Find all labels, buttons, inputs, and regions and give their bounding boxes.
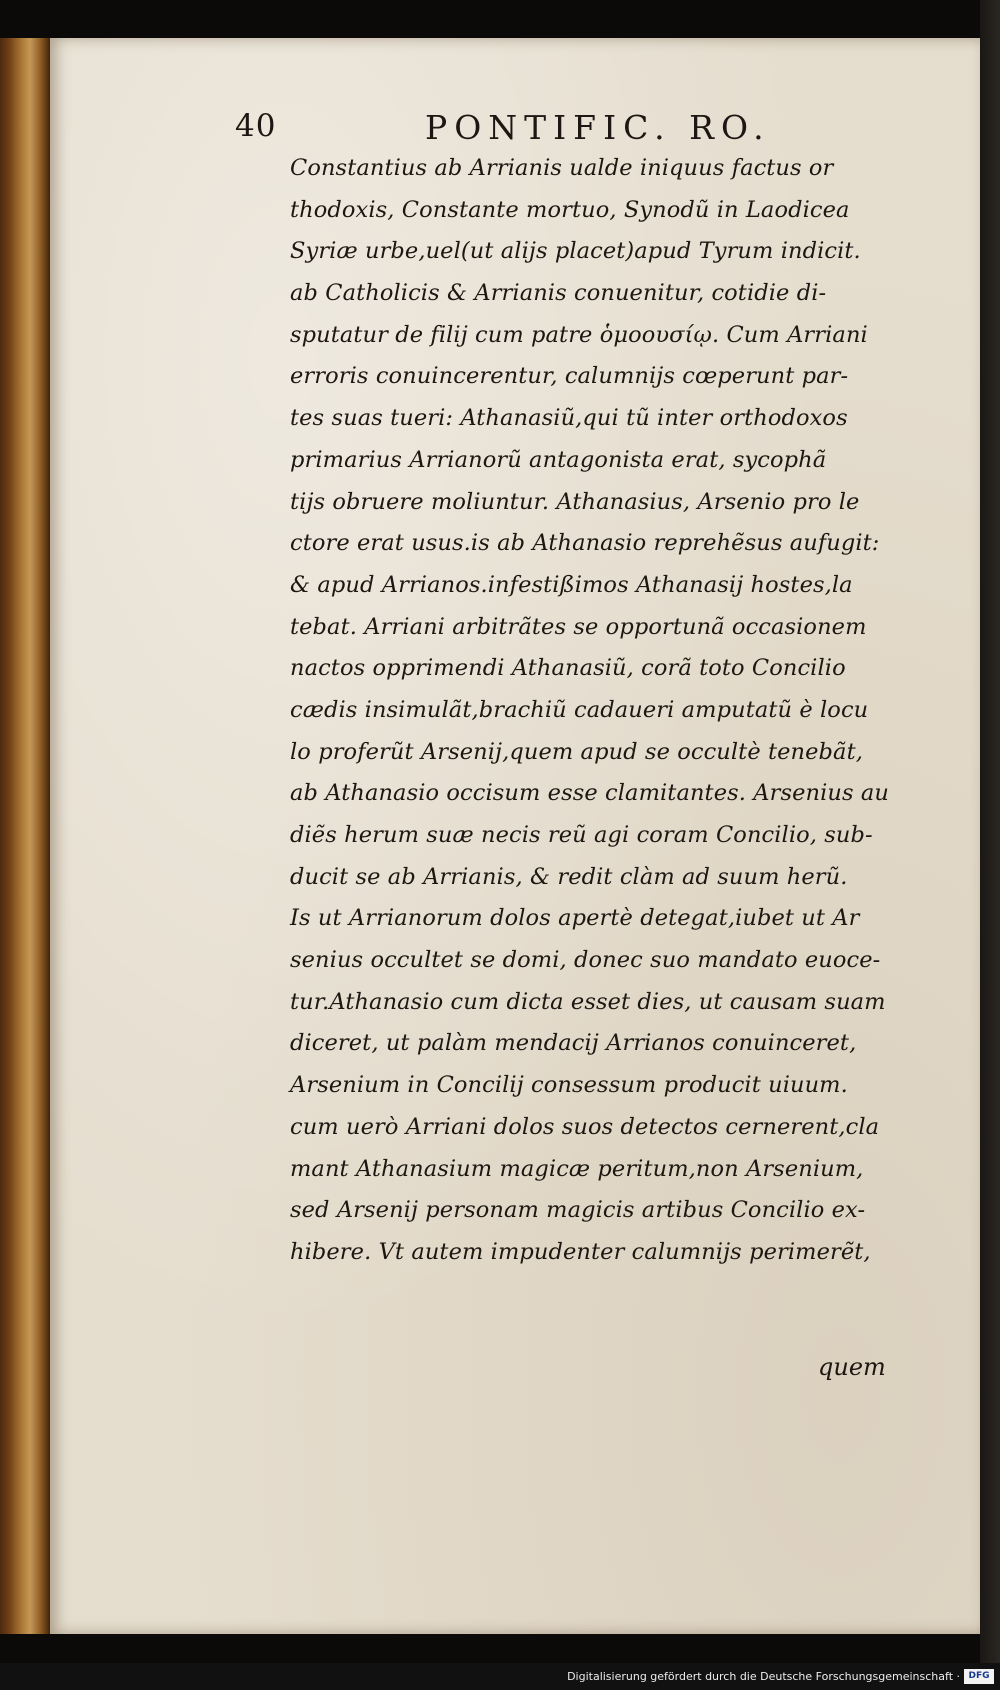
funding-credit: Digitalisierung gefördert durch die Deutsche Forschungsgemeinschaft · bbox=[567, 1670, 960, 1683]
text-line: primarius Arrianorũ antagonista erat, sycophã bbox=[290, 446, 827, 473]
dfg-logo-icon: DFG bbox=[964, 1669, 994, 1684]
page-number: 40 bbox=[235, 108, 277, 144]
text-line: diẽs herum suæ necis reũ agi coram Concilio, sub- bbox=[290, 822, 873, 848]
text-line: tes suas tueri: Athanasiũ,qui tũ inter orthodoxos bbox=[290, 405, 848, 432]
text-line: Arsenium in Concilij consessum producit uiuum. bbox=[290, 1072, 848, 1099]
text-line: cædis insimulãt,brachiũ cadaueri amputatũ è locu bbox=[290, 696, 869, 723]
text-line: erroris conuincerentur, calumnijs cœperunt par- bbox=[290, 363, 849, 390]
scan-margin bbox=[980, 0, 1000, 1690]
text-line: Syriæ urbe,uel(ut alijs placet)apud Tyrum indicit. bbox=[290, 238, 861, 265]
footer-bar bbox=[0, 1663, 1000, 1690]
text-line: hibere. Vt autem impudenter calumnijs perimerẽt, bbox=[290, 1238, 871, 1265]
text-line: senius occultet se domi, donec suo mandato euoce- bbox=[290, 947, 881, 974]
text-line: ab Athanasio occisum esse clamitantes. Arsenius au bbox=[290, 780, 890, 807]
text-line: tur.Athanasio cum dicta esset dies, ut causam suam bbox=[290, 988, 886, 1015]
text-line: mant Athanasium magicæ peritum,non Arsenium, bbox=[290, 1155, 864, 1182]
body-text bbox=[290, 148, 920, 1274]
book-edge bbox=[0, 38, 50, 1634]
text-line: diceret, ut palàm mendacij Arrianos conuinceret, bbox=[290, 1030, 857, 1057]
text-line: tebat. Arriani arbitrãtes se opportunã occasionem bbox=[290, 613, 867, 640]
text-line: sed Arsenij personam magicis artibus Concilio ex- bbox=[290, 1197, 866, 1224]
text-line: Is ut Arrianorum dolos apertè detegat,iubet ut Ar bbox=[290, 905, 860, 932]
catchword: quem bbox=[818, 1353, 886, 1381]
text-line: ab Catholicis & Arrianis conuenitur, cotidie di- bbox=[290, 280, 827, 307]
text-line: & apud Arrianos.infestißimos Athanasij hostes,la bbox=[290, 571, 853, 598]
text-line: thodoxis, Constante mortuo, Synodũ in Laodicea bbox=[290, 196, 850, 223]
text-line: nactos opprimendi Athanasiũ, corã toto Concilio bbox=[290, 655, 846, 682]
text-line: cum uerò Arriani dolos suos detectos cernerent,cla bbox=[290, 1113, 880, 1140]
running-head: PONTIFIC. RO. bbox=[425, 108, 771, 147]
text-line: sputatur de filij cum patre ὁμοουσίῳ. Cum Arriani bbox=[290, 321, 868, 348]
text-line: ducit se ab Arrianis, & redit clàm ad suum herũ. bbox=[290, 863, 848, 890]
text-line: lo proferũt Arsenij,quem apud se occultè tenebãt, bbox=[290, 738, 863, 765]
text-line: ctore erat usus.is ab Athanasio reprehẽsus aufugit: bbox=[290, 530, 880, 557]
text-line: Constantius ab Arrianis ualde iniquus factus or bbox=[290, 155, 834, 181]
text-line: tijs obruere moliuntur. Athanasius, Arsenio pro le bbox=[290, 488, 860, 515]
